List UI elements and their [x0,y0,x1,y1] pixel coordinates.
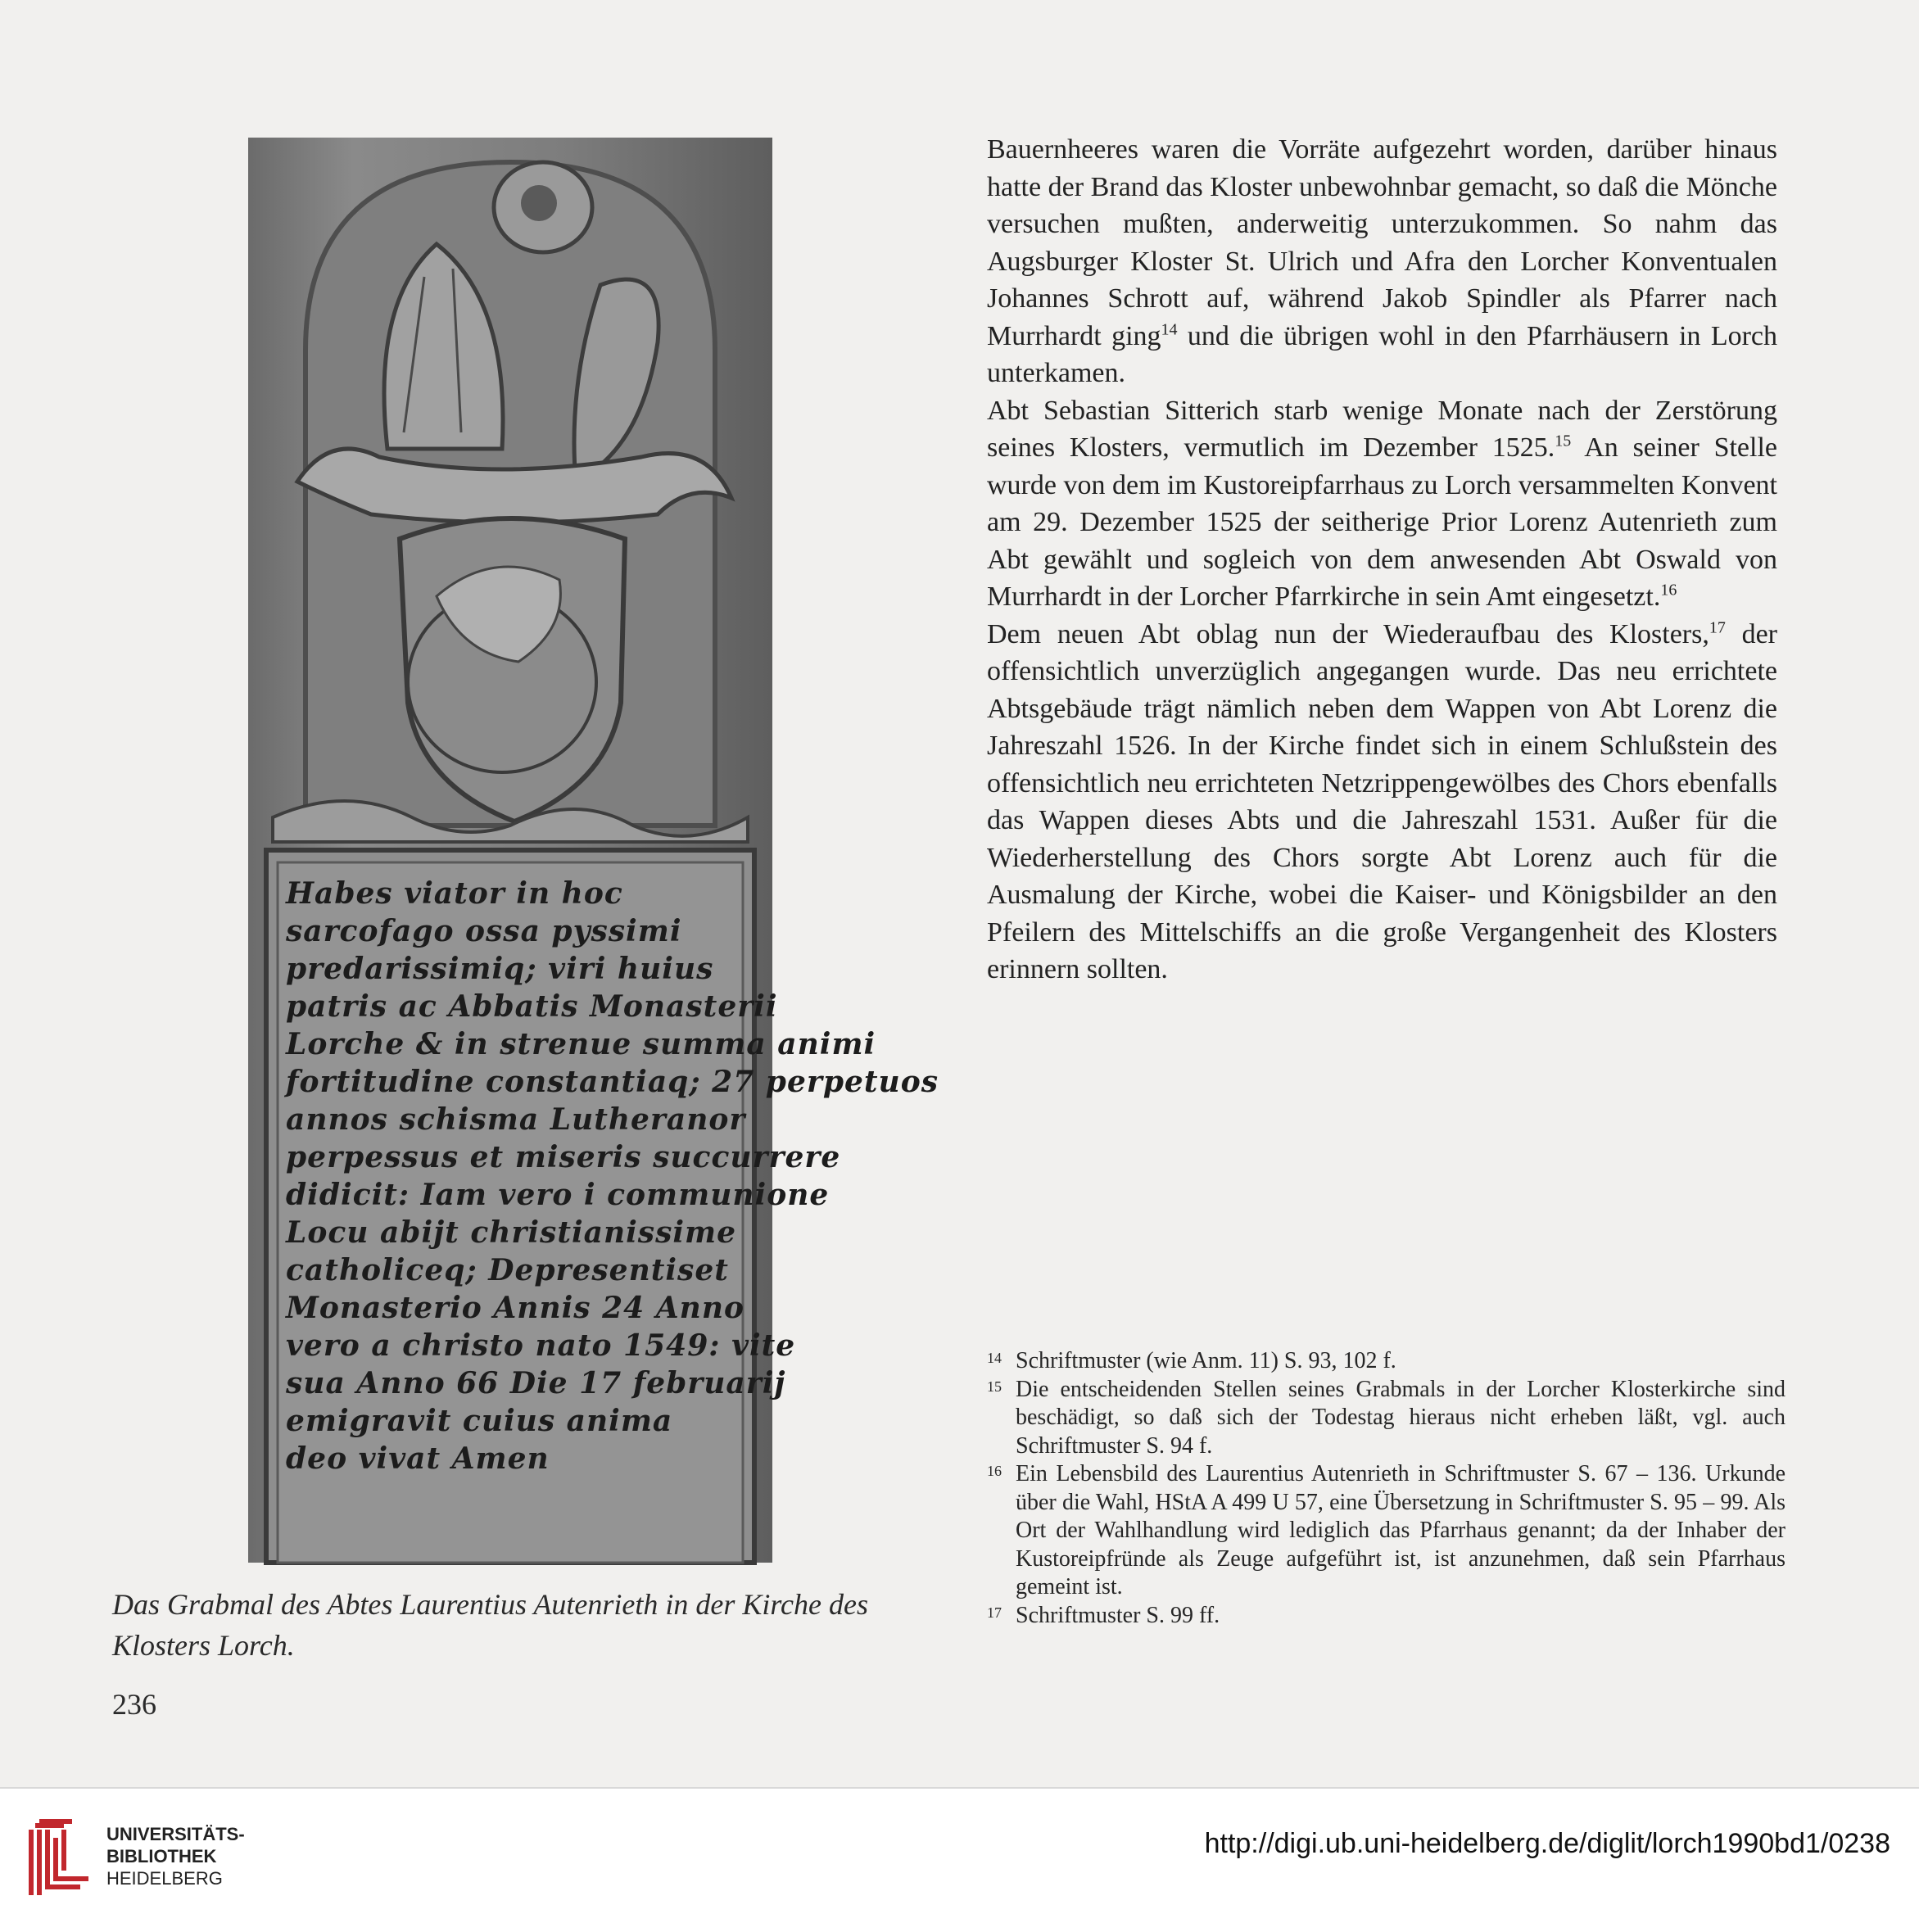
footnote-text: Schriftmuster S. 99 ff. [1016,1602,1220,1628]
footnote-number: 17 [987,1604,1002,1621]
footnote-text: Die entscheidenden Stellen seines Grabmals in der Lorcher Klosterkirche sind beschädigt, so daß sich der Todestag hieraus nicht erheben läßt, vgl. auch Schriftmuster S. 94 f. [1016,1376,1785,1459]
footnotes [987,1347,1785,1630]
footnote-reference: 14 [1161,320,1178,339]
figure-caption: Das Grabmal des Abtes Laurentius Autenrieth in der Kirche des Klosters Lorch. [112,1588,868,1662]
footnote-text: Ein Lebensbild des Laurentius Autenrieth in Schriftmuster S. 67 – 136. Urkunde über die Wahl, HStA A 499 U 57, eine Übersetzung in Schriftmuster S. 95 – 99. Als Ort der Wahlhandlung wird lediglich das Pfarrhaus genannt; da der Inhaber der Kustoreipfründe als Zeuge aufgeführt ist, ist anzunehmen, daß sein Pfarrhaus gemeint ist. [1016,1461,1785,1599]
footnote-item [987,1460,1785,1602]
library-name-line2: BIBLIOTHEK [106,1846,217,1866]
main-text-column [987,131,1777,989]
body-paragraph [987,616,1777,989]
footnote-item [987,1376,1785,1461]
body-paragraph [987,131,1777,392]
paragraph-text: Abt Sebastian Sitterich starb wenige Monate nach der Zerstörung seines Klosters, vermutlich im Dezember 1525. [987,395,1777,463]
footnote-reference: 16 [1660,581,1677,600]
library-logo-icon [23,1813,97,1903]
paragraph-text: und die übrigen wohl in den Pfarrhäusern in Lorch unterkamen. [987,320,1778,388]
footnote-text: Schriftmuster (wie Anm. 11) S. 93, 102 f. [1016,1348,1396,1373]
footnote-number: 14 [987,1350,1002,1366]
paragraph-text: An seiner Stelle wurde von dem im Kustoreipfarrhaus zu Lorch versammelten Konvent am 29. Dezember 1525 der seitherige Prior Lorenz Autenrieth zum Abt gewählt und sogleich von dem anwesenden Abt Oswald von Murrhardt in der Lorcher Pfarrkirche in sein Amt eingesetzt. [987,432,1777,612]
paragraph-text: der offensichtlich unverzüglich angegangen wurde. Das neu errichtete Abtsgebäude trägt nämlich neben dem Wappen von Abt Lorenz die Jahreszahl 1526. In der Kirche findet sich in einem Schlußstein des offensichtlich neu errichteten Netzrippengewölbes des Chors ebenfalls das Wappen dieses Abts und die Jahreszahl 1531. Außer für die Wiederherstellung des Chors sorgte Abt Lorenz auch für die Ausmalung der Kirche, wobei die Kaiser- und Königsbilder an den Pfeilern des Mittelschiffs an die große Vergangenheit des Klosters erinnern sollten. [987,618,1777,984]
inscription-text: Habes viator in hoc sarcofago ossa pyssimi predarissimiq; viri huius patris ac Abbatis Monasterii Lorche & in strenue summa animi fortitudine constantiaq; 27 perpetuos annos schisma Lutheranor perpessus et miseris didicit: Iam vero i communione Locu abijt christianissime catholiceq; Depresentiset Monasterio Annis 24 Anno vero a christo nato 1549: vite sua Anno 66 Die 17 februarij emigravit cuius anima deo vivat Amen [286,876,939,1476]
library-name [106,1823,245,1889]
footnote-item [987,1602,1785,1631]
document-url-link[interactable]: http://digi.ub.uni-heidelberg.de/diglit/lorch1990bd1/0238 [1204,1828,1890,1859]
footnote-reference: 15 [1555,432,1572,450]
body-paragraph [987,392,1777,616]
gravestone-photo [248,138,939,1563]
footer-bar [0,1787,1919,1932]
footnote-number: 15 [987,1378,1002,1395]
library-name-line3: HEIDELBERG [106,1868,223,1889]
paragraph-text: Dem neuen Abt oblag nun der Wiederaufbau des Klosters, [987,618,1709,649]
library-name-line1: UNIVERSITÄTS- [106,1824,245,1844]
paragraph-text: Bauernheeres waren die Vorräte aufgezehrt worden, darüber hinaus hatte der Brand das Kloster unbewohnbar gemacht, so daß die Mönche versuchen mußten, anderweitig unterzukommen. So nahm das Augsburger Kloster St. Ulrich und Afra den Lorcher Konventualen Johannes Schrott auf, während Jakob Spindler als Pfarrer nach Murrhardt ging [987,134,1777,351]
footnote-reference: 17 [1709,618,1726,637]
footnote-number: 16 [987,1463,1002,1479]
page-number: 236 [112,1688,156,1721]
footnote-item [987,1347,1785,1376]
